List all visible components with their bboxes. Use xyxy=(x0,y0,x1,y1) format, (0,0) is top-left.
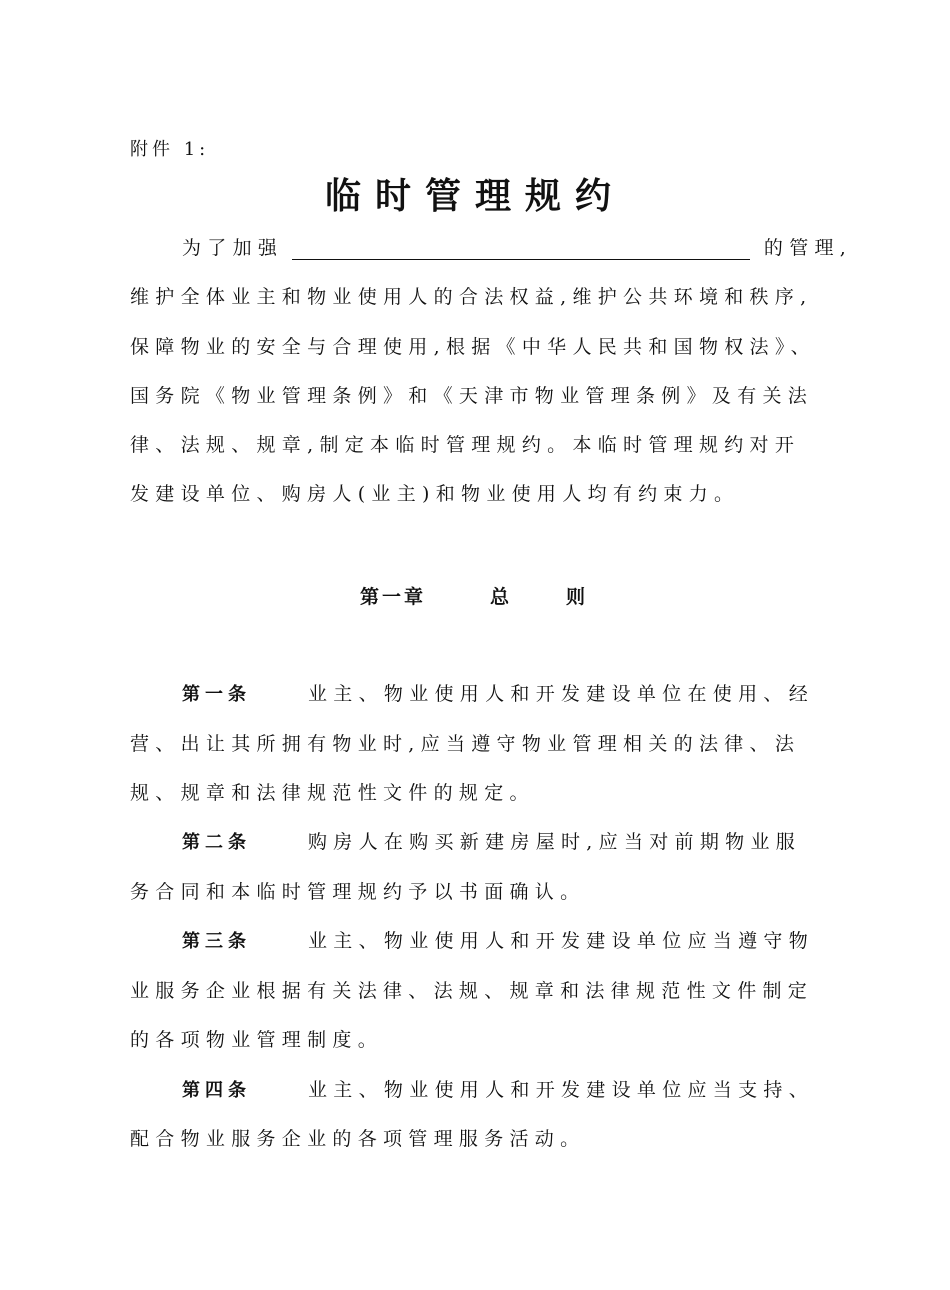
article-1-line-3: 规、规章和法律规范性文件的规定。 xyxy=(130,782,535,804)
chapter-name-part-1: 总 xyxy=(490,586,513,608)
article-4-line-2: 配合物业服务企业的各项管理服务活动。 xyxy=(130,1128,586,1150)
article-3-line-2: 业服务企业根据有关法律、法规、规章和法律规范性文件制定 xyxy=(130,980,814,1002)
article-label: 第一条 xyxy=(182,684,251,705)
attachment-label: 附件 1: xyxy=(130,139,210,160)
article-2-line-2: 务合同和本临时管理规约予以书面确认。 xyxy=(130,881,586,903)
article-label: 第二条 xyxy=(182,832,251,853)
article-3-line-3: 的各项物业管理制度。 xyxy=(130,1029,384,1051)
article-2-first-line xyxy=(182,830,801,855)
article-label: 第三条 xyxy=(182,931,251,952)
fill-in-blank[interactable] xyxy=(292,239,750,260)
preamble-line-3: 保障物业的安全与合理使用,根据《中华人民共和国物权法》、 xyxy=(130,336,816,358)
preamble-line-6: 发建设单位、购房人(业主)和物业使用人均有约束力。 xyxy=(130,483,740,505)
preamble-line-4: 国务院《物业管理条例》和《天津市物业管理条例》及有关法 xyxy=(130,385,814,407)
article-label: 第四条 xyxy=(182,1080,251,1101)
document-title: 临时管理规约 xyxy=(324,175,625,217)
article-4-first-line xyxy=(182,1078,814,1103)
article-1-line-2: 营、出让其所拥有物业时,应当遵守物业管理相关的法律、法 xyxy=(130,733,801,755)
article-text: 业主、物业使用人和开发建设单位应当支持、 xyxy=(308,1079,815,1101)
preamble-text-before-blank: 为了加强 xyxy=(182,237,284,259)
preamble-line-2: 维护全体业主和物业使用人的合法权益,维护公共环境和秩序, xyxy=(130,286,813,308)
article-1-first-line xyxy=(182,682,814,707)
article-3-first-line xyxy=(182,929,814,954)
article-text: 业主、物业使用人和开发建设单位应当遵守物 xyxy=(308,930,815,952)
chapter-name-part-2: 则 xyxy=(566,586,589,608)
preamble-line-5: 律、法规、规章,制定本临时管理规约。本临时管理规约对开 xyxy=(130,434,801,456)
article-text: 业主、物业使用人和开发建设单位在使用、经 xyxy=(308,683,815,705)
chapter-number: 第一章 xyxy=(360,586,427,608)
preamble-text-after-blank: 的管理, xyxy=(763,237,853,259)
preamble-line-1 xyxy=(182,236,852,260)
article-text: 购房人在购买新建房屋时,应当对前期物业服 xyxy=(308,831,802,853)
